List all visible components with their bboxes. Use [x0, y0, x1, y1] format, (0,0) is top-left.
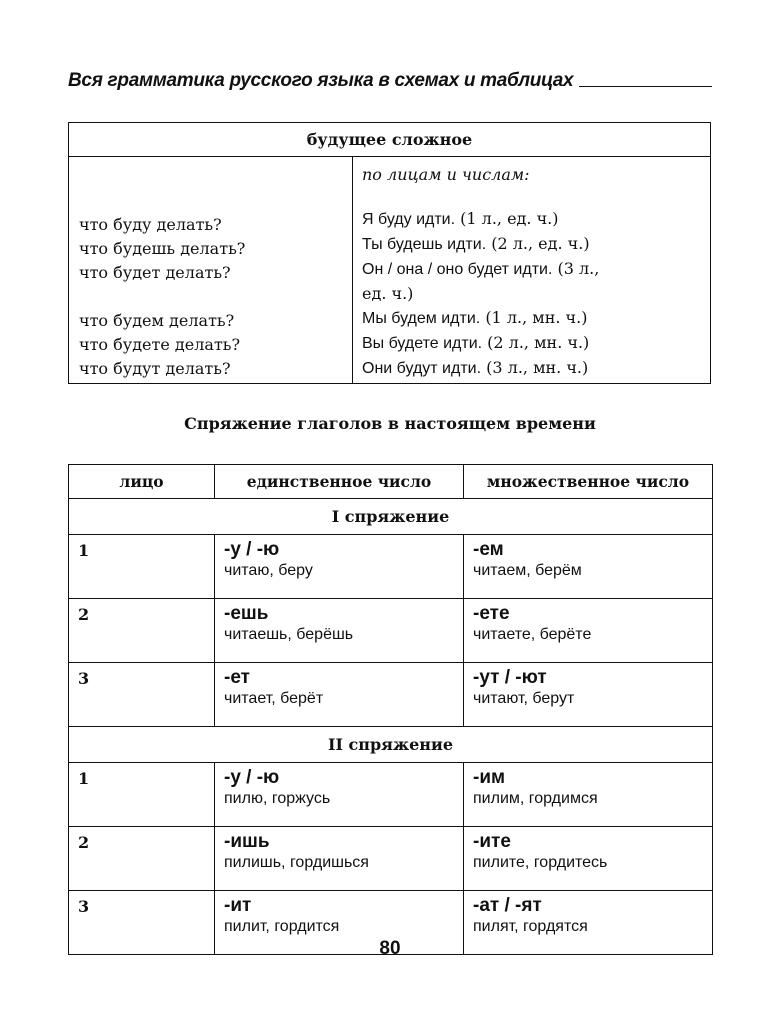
group-header-row: [69, 727, 713, 763]
examples-subhead: по лицам и числам:: [362, 165, 530, 184]
table-row: [69, 663, 713, 727]
person-cell: 3: [69, 891, 215, 955]
example: читаете, берёте: [473, 626, 592, 643]
page-number: 80: [379, 938, 401, 959]
example: читаешь, берёшь: [224, 626, 354, 643]
ending: -ем: [473, 539, 504, 560]
question: что буду делать?: [79, 215, 222, 234]
example: читает, берёт: [224, 690, 324, 707]
plural-cell: [464, 535, 713, 599]
question: что будем делать?: [79, 311, 235, 330]
ending: -ете: [473, 603, 510, 624]
table-row: [69, 535, 713, 599]
question: что будут делать?: [79, 359, 231, 378]
conjugation-group-2: II спряжение: [69, 727, 713, 763]
example: читаю, беру: [224, 562, 313, 579]
example: пилишь, гордишься: [224, 854, 369, 871]
singular-cell: [215, 827, 464, 891]
example-line: Вы будете идти. (2 л., мн. ч.): [362, 333, 590, 352]
example: пилят, гордятся: [473, 918, 588, 935]
header-rule: [579, 86, 712, 87]
example: пилим, гордимся: [473, 790, 598, 807]
ending: -ат / -ят: [473, 895, 542, 916]
column-header-singular: единственное число: [215, 465, 464, 499]
ending: -ет: [224, 667, 250, 688]
example: читают, берут: [473, 690, 575, 707]
example: пилит, гордится: [224, 918, 340, 935]
example-line: Ты будешь идти. (2 л., ед. ч.): [362, 234, 590, 253]
person-cell: 3: [69, 663, 215, 727]
table-row: [69, 599, 713, 663]
singular-cell: [215, 763, 464, 827]
ending: -им: [473, 767, 506, 788]
ending: -ешь: [224, 603, 269, 624]
question: что будете делать?: [79, 335, 241, 354]
person-cell: 1: [69, 763, 215, 827]
column-header-plural: множественное число: [464, 465, 713, 499]
example: читаем, берём: [473, 562, 582, 579]
example-line: Он / она / оно будет идти. (3 л.,: [362, 259, 600, 278]
singular-cell: [215, 663, 464, 727]
plural-cell: [464, 827, 713, 891]
plural-cell: [464, 599, 713, 663]
example: пилите, гордитесь: [473, 854, 608, 871]
question: что будешь делать?: [79, 239, 246, 258]
questions-column: [69, 157, 353, 383]
conjugation-group-1: I спряжение: [69, 499, 713, 535]
plural-cell: [464, 763, 713, 827]
example-line: Я буду идти. (1 л., ед. ч.): [362, 209, 559, 228]
singular-cell: [215, 599, 464, 663]
ending: -у / -ю: [224, 767, 280, 788]
ending: -у / -ю: [224, 539, 280, 560]
examples-column: [353, 157, 710, 383]
running-header: [68, 62, 712, 92]
ending: -ите: [473, 831, 511, 852]
example-line: Мы будем идти. (1 л., мн. ч.): [362, 308, 588, 327]
table-row: [69, 827, 713, 891]
future-compound-title: будущее сложное: [69, 123, 710, 157]
table-row: [69, 763, 713, 827]
ending: -ит: [224, 895, 252, 916]
book-title: Вся грамматика русского языка в схемах и таблицах: [68, 70, 574, 91]
person-cell: 1: [69, 535, 215, 599]
question: что будет делать?: [79, 263, 231, 282]
plural-cell: [464, 663, 713, 727]
column-header-person: лицо: [69, 465, 215, 499]
example-line-continuation: ед. ч.): [362, 284, 414, 303]
ending: -ут / -ют: [473, 667, 547, 688]
example: пилю, горжусь: [224, 790, 331, 807]
singular-cell: [215, 535, 464, 599]
person-cell: 2: [69, 827, 215, 891]
ending: -ишь: [224, 831, 270, 852]
group-header-row: [69, 499, 713, 535]
example-line: Они будут идти. (3 л., мн. ч.): [362, 358, 589, 377]
conjugation-title: Спряжение глаголов в настоящем времени: [184, 414, 596, 433]
person-cell: 2: [69, 599, 215, 663]
conjugation-table: [68, 464, 713, 955]
future-compound-table: [68, 122, 711, 384]
